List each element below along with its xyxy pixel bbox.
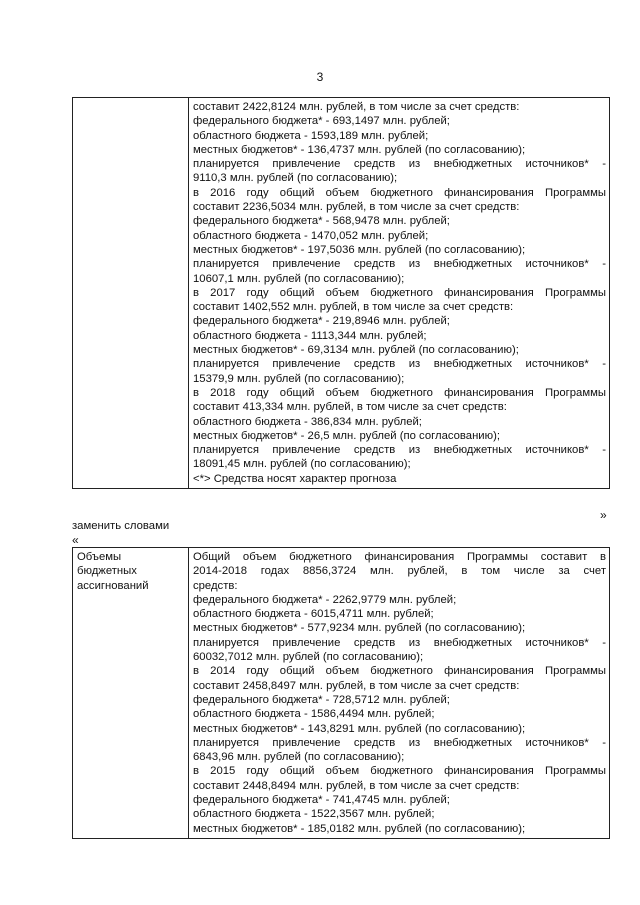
text-line: составит 2422,8124 млн. рублей, в том числе за счет средств: bbox=[193, 101, 520, 113]
text-line: 15379,9 млн. рублей (по согласованию); bbox=[193, 372, 405, 385]
table-cell-label bbox=[73, 98, 189, 489]
table-cell-content bbox=[189, 98, 610, 489]
text-line: в 2018 году общий объем бюджетного финансирования Программы bbox=[193, 386, 606, 399]
row-label-line: Объемы bbox=[77, 551, 122, 563]
text-line: местных бюджетов* - 26,5 млн. рублей (по согласованию); bbox=[193, 429, 500, 442]
text-line: 18091,45 млн. рублей (по согласованию); bbox=[193, 458, 411, 471]
table-cell-content bbox=[189, 548, 610, 839]
text-line: 60032,7012 млн. рублей (по согласованию); bbox=[193, 651, 424, 664]
table-row bbox=[73, 548, 610, 839]
replace-instruction: заменить словами bbox=[72, 520, 170, 532]
text-line: планируется привлечение средств из внебюджетных источников* - bbox=[193, 158, 606, 171]
text-line: областного бюджета - 1593,189 млн. рублей; bbox=[193, 129, 429, 142]
funding-table-new bbox=[72, 547, 610, 839]
text-line: областного бюджета - 1522,3567 млн. рублей; bbox=[193, 808, 435, 821]
text-line: составит 1402,552 млн. рублей, в том числе за счет средств: bbox=[193, 301, 514, 314]
text-line: в 2015 году общий объем бюджетного финансирования Программы bbox=[193, 765, 606, 778]
text-line: планируется привлечение средств из внебюджетных источников* - bbox=[193, 736, 606, 749]
text-line: планируется привлечение средств из внебюджетных источников* - bbox=[193, 636, 606, 649]
funding-text-block bbox=[193, 550, 606, 836]
text-line: планируется привлечение средств из внебюджетных источников* - bbox=[193, 444, 606, 457]
text-line: областного бюджета - 1113,344 млн. рублей; bbox=[193, 329, 427, 342]
text-line: местных бюджетов* - 197,5036 млн. рублей (по согласованию); bbox=[193, 243, 526, 256]
text-line: местных бюджетов* - 69,3134 млн. рублей (по согласованию); bbox=[193, 344, 519, 357]
text-line: в 2016 году общий объем бюджетного финансирования Программы bbox=[193, 186, 606, 199]
text-line: 9110,3 млн. рублей (по согласованию); bbox=[193, 172, 398, 185]
text-line: федерального бюджета* - 741,4745 млн. рублей; bbox=[193, 794, 450, 807]
text-line: планируется привлечение средств из внебюджетных источников* - bbox=[193, 358, 606, 371]
text-line: федерального бюджета* - 568,9478 млн. рублей; bbox=[193, 215, 450, 228]
row-label-line: бюджетных bbox=[77, 565, 137, 578]
text-line: составит 2458,8497 млн. рублей, в том числе за счет средств: bbox=[193, 679, 520, 692]
table-row bbox=[73, 98, 610, 489]
text-line: в 2017 году общий объем бюджетного финансирования Программы bbox=[193, 286, 606, 299]
text-line: составит 413,334 млн. рублей, в том числе за счет средств: bbox=[193, 401, 507, 414]
text-line: федерального бюджета* - 2262,9779 млн. рублей; bbox=[193, 593, 457, 606]
text-line: местных бюджетов* - 577,9234 млн. рублей (по согласованию); bbox=[193, 622, 526, 635]
text-line: областного бюджета - 1470,052 млн. рублей; bbox=[193, 229, 429, 242]
opening-quote: « bbox=[72, 533, 79, 547]
text-line: федерального бюджета* - 219,8946 млн. рублей; bbox=[193, 315, 450, 328]
text-line: 2014-2018 годах 8856,3724 млн. рублей, в том числе за счет bbox=[193, 565, 606, 578]
text-line: составит 2448,8494 млн. рублей, в том числе за счет средств: bbox=[193, 779, 520, 792]
funding-text-block bbox=[193, 100, 606, 486]
row-label-line: ассигнований bbox=[77, 579, 149, 592]
text-line: местных бюджетов* - 143,8291 млн. рублей (по согласованию); bbox=[193, 722, 526, 735]
funding-table-old bbox=[72, 97, 610, 489]
table-cell-label bbox=[73, 548, 189, 839]
text-line: средств: bbox=[193, 579, 238, 592]
text-line: в 2014 году общий объем бюджетного финансирования Программы bbox=[193, 665, 606, 678]
text-line: областного бюджета - 6015,4711 млн. рублей; bbox=[193, 608, 434, 621]
text-line: планируется привлечение средств из внебюджетных источников* - bbox=[193, 258, 606, 271]
text-line: местных бюджетов* - 136,4737 млн. рублей (по согласованию); bbox=[193, 143, 526, 156]
text-line: местных бюджетов* - 185,0182 млн. рублей (по согласованию); bbox=[193, 822, 526, 835]
closing-quote: » bbox=[600, 508, 607, 522]
text-line: областного бюджета - 386,834 млн. рублей; bbox=[193, 415, 422, 428]
page-number: 3 bbox=[316, 70, 324, 84]
text-line: федерального бюджета* - 693,1497 млн. рублей; bbox=[193, 115, 450, 128]
text-line: <*> Средства носят характер прогноза bbox=[193, 472, 397, 485]
text-line: Общий объем бюджетного финансирования Программы составит в bbox=[193, 551, 606, 563]
text-line: составит 2236,5034 млн. рублей, в том числе за счет средств: bbox=[193, 201, 520, 214]
text-line: 10607,1 млн. рублей (по согласованию); bbox=[193, 272, 405, 285]
text-line: областного бюджета - 1586,4494 млн. рублей; bbox=[193, 708, 435, 721]
text-line: 6843,96 млн. рублей (по согласованию); bbox=[193, 751, 405, 764]
text-line: федерального бюджета* - 728,5712 млн. рублей; bbox=[193, 693, 450, 706]
